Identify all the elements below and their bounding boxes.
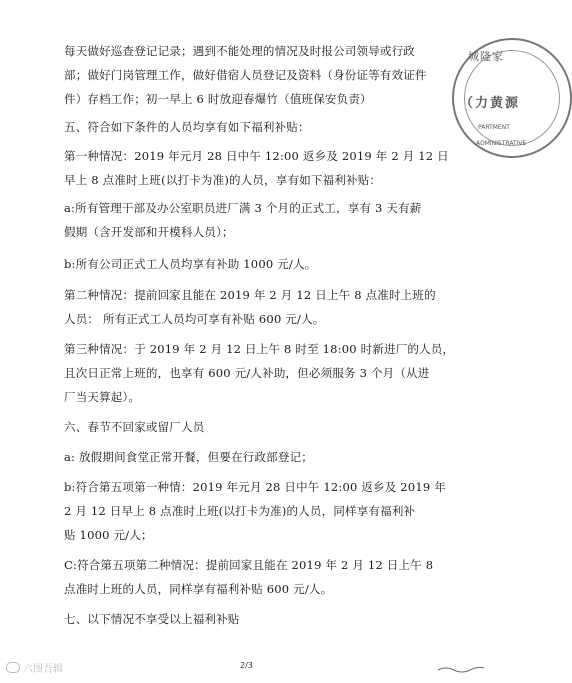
text-line: 第一种情况：2019 年元月 28 日中午 12:00 返乡及 2019 年 2 月 12 日 (64, 149, 449, 163)
watermark (6, 660, 63, 675)
text-line: 厂当天算起）。 (64, 390, 141, 404)
text-line: 件）存档工作；初一早上 6 时放迎春爆竹（值班保安负责） (64, 92, 372, 106)
company-seal-stamp (452, 38, 572, 158)
text-line: 人员： 所有正式工人员均可享有补贴 600 元/人。 (64, 312, 325, 326)
text-line: 第二种情况：提前回家且能在 2019 年 2 月 12 日上午 8 点准时上班的 (64, 288, 436, 302)
text-line: a:所有管理干部及办公室职员进厂满 3 个月的正式工，享有 3 天有薪 (64, 201, 422, 215)
seal-english-text: PARTMENT (478, 124, 510, 131)
document-body (64, 0, 454, 683)
page-number: 2/3 (240, 661, 253, 670)
section-heading-five: 五、符合如下条件的人员均享有如下福利补贴： (64, 120, 310, 134)
text-line: a: 放假期间食堂正常开餐，但要在行政部登记； (64, 450, 313, 464)
text-line: 假期（含开发部和开模科人员）； (64, 225, 234, 239)
text-line: 第三种情况：于 2019 年 2 月 12 日上午 8 时至 18:00 时新进厂的人员， (64, 342, 455, 356)
handwritten-mark (436, 664, 486, 674)
text-line: 且次日正常上班的，也享有 600 元/人补助，但必须服务 3 个月（从进 (64, 366, 430, 380)
camera-icon (6, 662, 20, 673)
seal-middle-text: （力黄源 (460, 96, 521, 111)
watermark-text: 六图吾辑 (23, 664, 63, 675)
section-heading-six: 六、春节不回家或留厂人员 (64, 420, 205, 434)
text-line: 贴 1000 元/人； (64, 528, 153, 542)
text-line: 部；做好门岗管理工作，做好借宿人员登记及资料（身份证等有效证件 (64, 68, 427, 82)
text-line: 点准时上班的人员，同样享有福利补贴 600 元/人。 (64, 582, 333, 596)
section-heading-seven: 七、以下情况不享受以上福利补贴 (64, 612, 240, 626)
text-line: 早上 8 点准时上班(以打卡为准)的人员，享有如下福利补贴： (64, 173, 382, 187)
seal-english-text: ADMINISTRATIVE (476, 140, 527, 147)
seal-top-text: 城隆家 (468, 50, 504, 63)
text-line: b:符合第五项第一种情：2019 年元月 28 日中午 12:00 返乡及 2019 年 (64, 480, 446, 494)
text-line: b:所有公司正式工人员均享有补助 1000 元/人。 (64, 257, 317, 271)
text-line: 2 月 12 日早上 8 点准时上班(以打卡为准)的人员，同样享有福利补 (64, 504, 416, 518)
text-line: C:符合第五项第二种情况：提前回家且能在 2019 年 2 月 12 日上午 8 (64, 558, 434, 572)
text-line: 每天做好巡查登记记录；遇到不能处理的情况及时报公司领导或行政 (64, 44, 415, 58)
